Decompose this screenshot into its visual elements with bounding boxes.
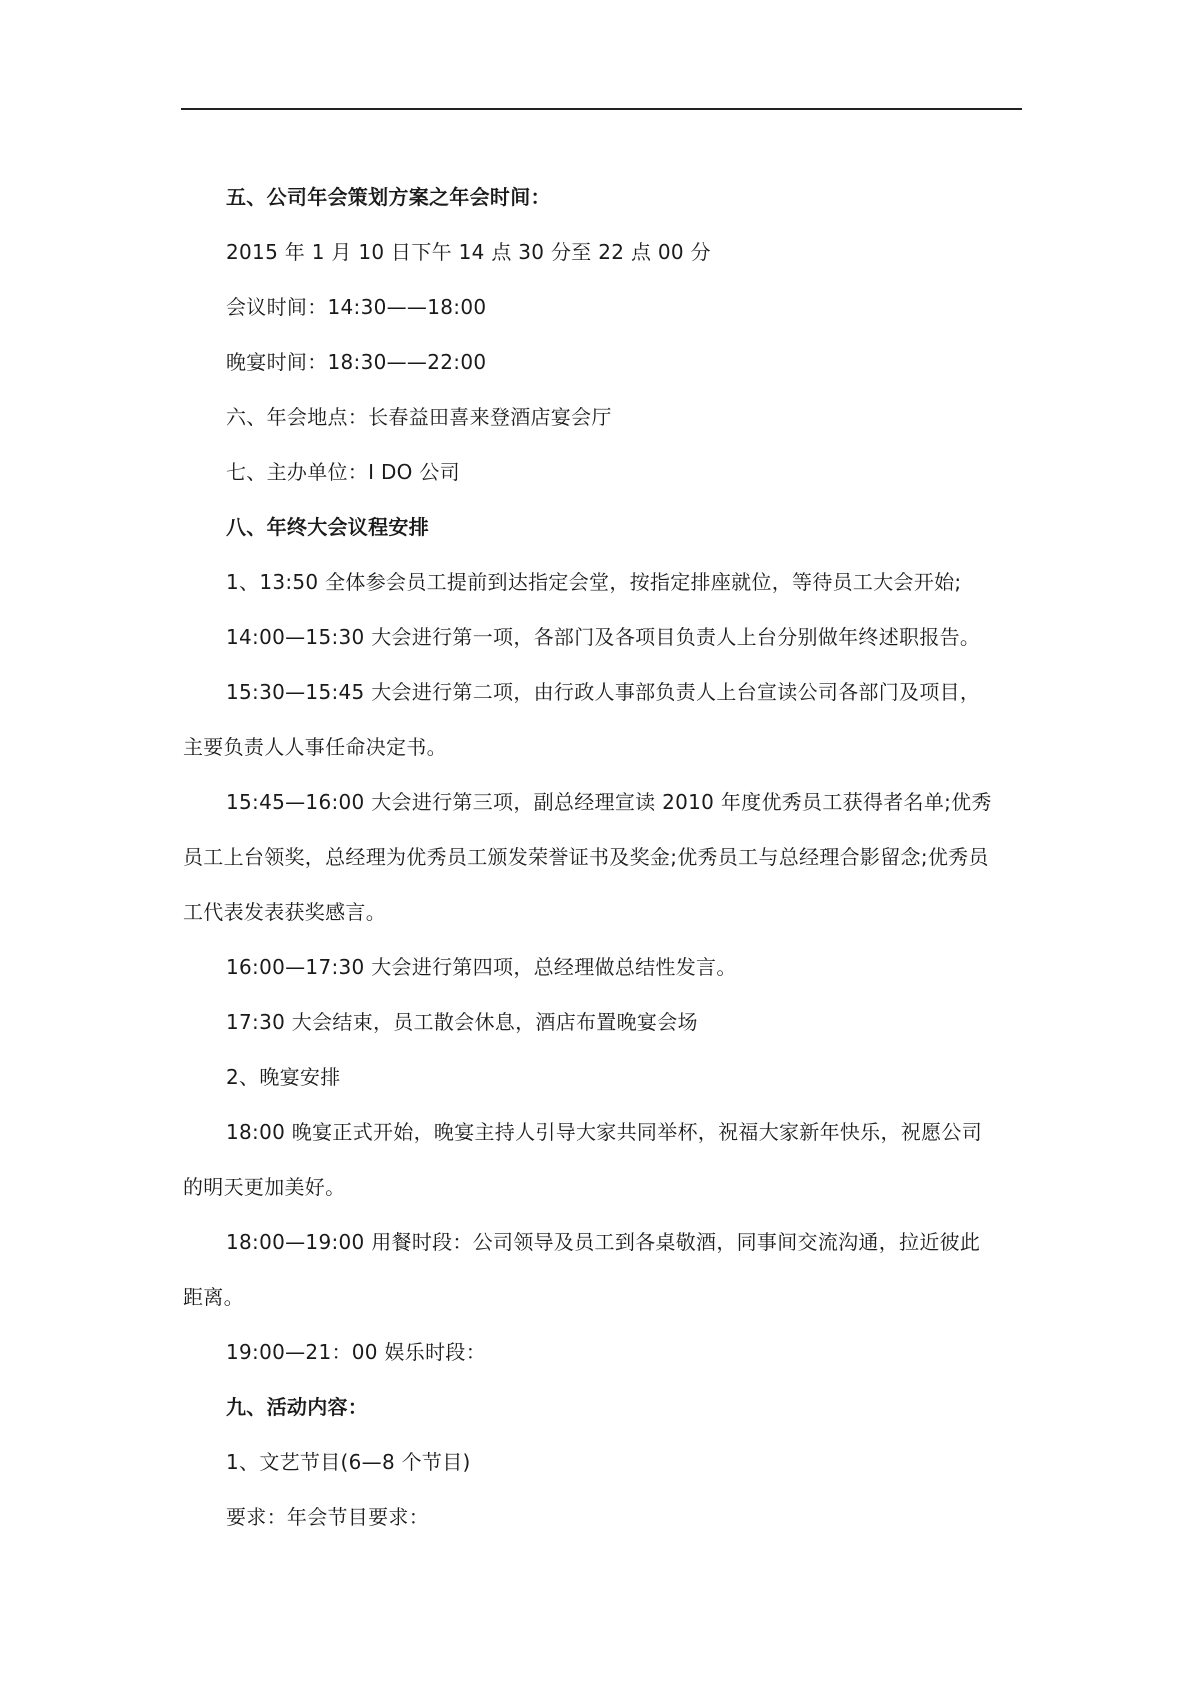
agenda-item-continued: 主要负责人人事任命决定书。 xyxy=(183,735,447,759)
dinner-item: 19:00—21：00 娱乐时段： xyxy=(226,1340,486,1364)
document-body xyxy=(183,170,1023,1545)
section-heading-agenda: 八、年终大会议程安排 xyxy=(226,515,429,539)
dinner-item: 18:00 晚宴正式开始，晚宴主持人引导大家共同举杯，祝福大家新年快乐，祝愿公司 xyxy=(226,1120,982,1144)
agenda-item: 15:30—15:45 大会进行第二项，由行政人事部负责人上台宣读公司各部门及项目， xyxy=(226,680,981,704)
paragraph-organizer: 七、主办单位：I DO 公司 xyxy=(226,460,460,484)
activity-item: 1、文艺节目(6—8 个节目) xyxy=(226,1450,471,1474)
agenda-item-continued: 工代表发表获奖感言。 xyxy=(183,900,386,924)
paragraph-venue: 六、年会地点：长春益田喜来登酒店宴会厅 xyxy=(226,405,612,429)
agenda-item: 14:00—15:30 大会进行第一项，各部门及各项目负责人上台分别做年终述职报告。 xyxy=(226,625,981,649)
paragraph-dinner-time: 晚宴时间：18:30——22:00 xyxy=(226,350,487,374)
agenda-item: 15:45—16:00 大会进行第三项，副总经理宣读 2010 年度优秀员工获得者名单;优秀 xyxy=(226,790,992,814)
paragraph-date: 2015 年 1 月 10 日下午 14 点 30 分至 22 点 00 分 xyxy=(226,240,711,264)
activity-requirement: 要求：年会节目要求： xyxy=(226,1505,429,1529)
dinner-item: 18:00—19:00 用餐时段：公司领导及员工到各桌敬酒，同事间交流沟通，拉近彼此 xyxy=(226,1230,981,1254)
agenda-item-continued: 员工上台领奖，总经理为优秀员工颁发荣誉证书及奖金;优秀员工与总经理合影留念;优秀员 xyxy=(183,845,989,869)
agenda-item: 16:00—17:30 大会进行第四项，总经理做总结性发言。 xyxy=(226,955,737,979)
subheading-dinner: 2、晚宴安排 xyxy=(226,1065,341,1089)
dinner-item-continued: 距离。 xyxy=(183,1285,244,1309)
paragraph-meeting-time: 会议时间：14:30——18:00 xyxy=(226,295,487,319)
agenda-item: 17:30 大会结束，员工散会休息，酒店布置晚宴会场 xyxy=(226,1010,698,1034)
section-heading-time: 五、公司年会策划方案之年会时间： xyxy=(226,185,551,209)
agenda-item: 1、13:50 全体参会员工提前到达指定会堂，按指定排座就位，等待员工大会开始; xyxy=(226,570,962,594)
top-rule-divider xyxy=(181,108,1022,110)
section-heading-activities: 九、活动内容： xyxy=(226,1395,369,1419)
dinner-item-continued: 的明天更加美好。 xyxy=(183,1175,346,1199)
